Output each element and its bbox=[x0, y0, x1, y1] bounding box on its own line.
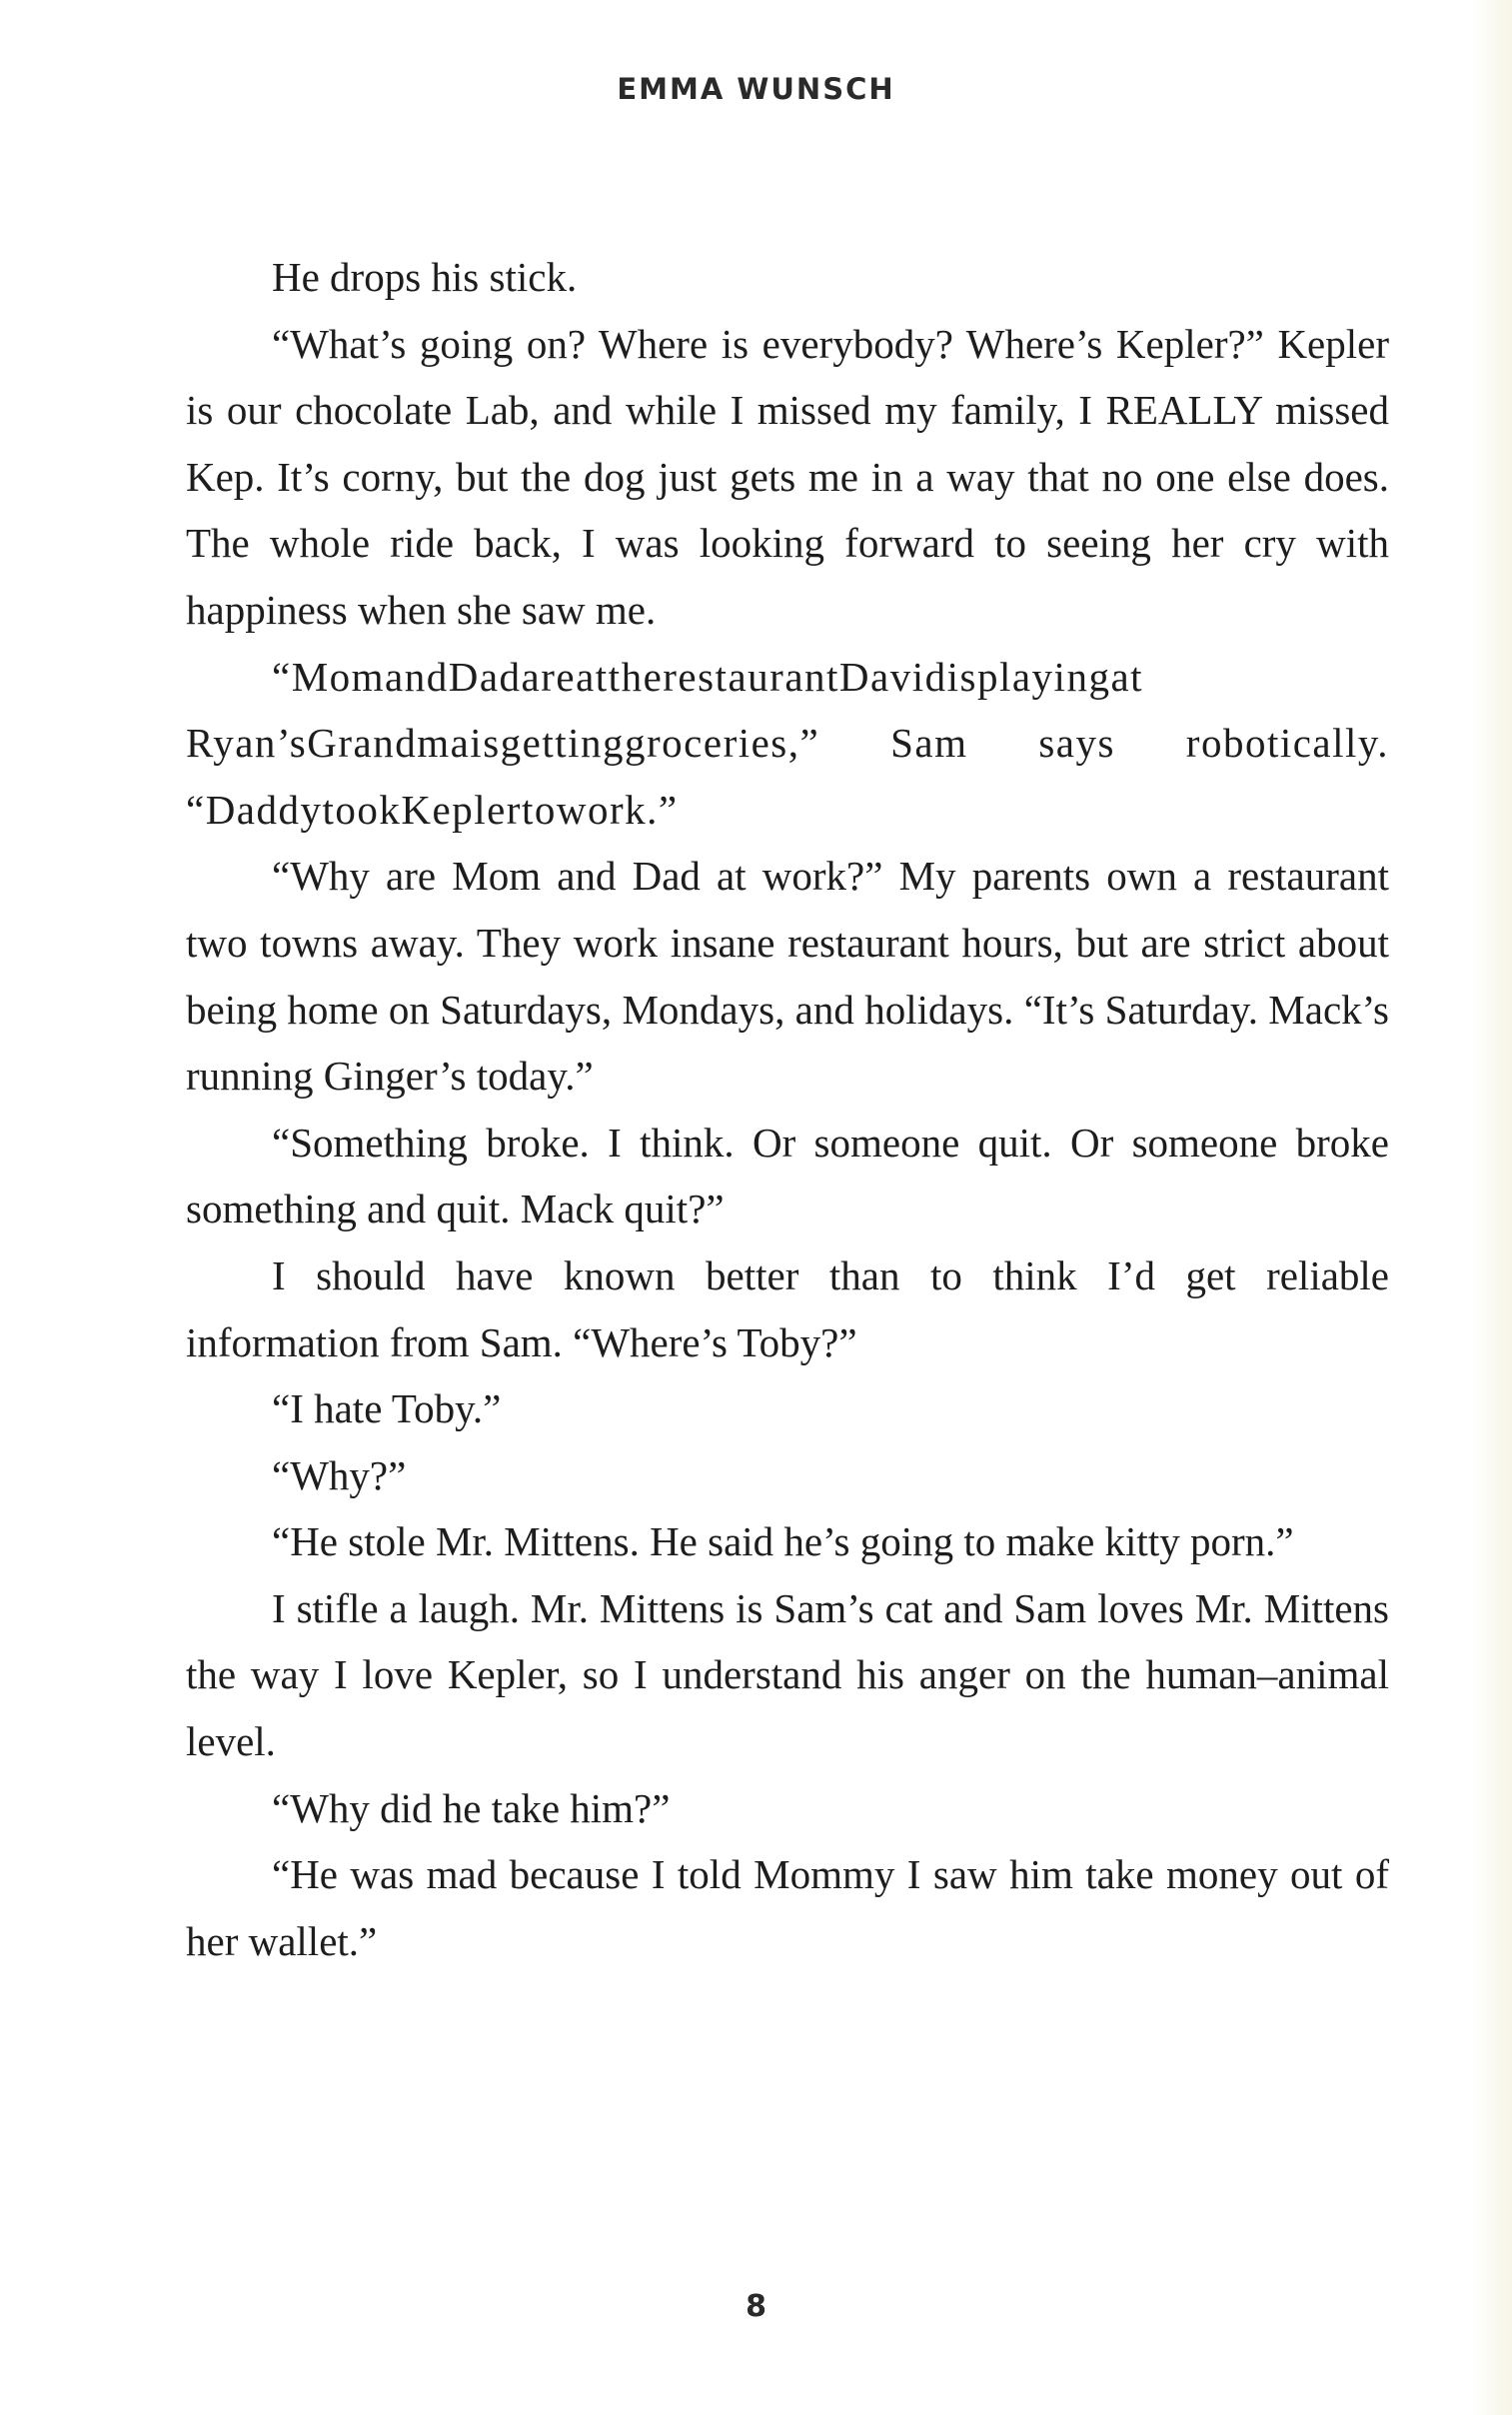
paragraph: “Why are Mom and Dad at work?” My parents own a restaurant two towns away. They work insane restaurant hours, but are strict about being home on Saturdays, Mondays, and holidays. “It’s Saturday. Mack’s running Ginger’s today.” bbox=[186, 853, 1389, 1100]
paragraph: He drops his stick. bbox=[272, 254, 578, 300]
paragraph: “He was mad because I told Mommy I saw him take money out of her wallet.” bbox=[186, 1851, 1389, 1964]
paragraph: “He stole Mr. Mittens. He said he’s going to make kitty porn.” bbox=[272, 1518, 1294, 1565]
page-number: 8 bbox=[746, 2289, 766, 2324]
page-edge-shadow bbox=[1472, 0, 1512, 2415]
paragraph: “Something broke. I think. Or someone quit. Or someone broke something and quit. Mack quit?” bbox=[186, 1119, 1389, 1232]
paragraph: I stifle a laugh. Mr. Mittens is Sam’s cat and Sam loves Mr. Mittens the way I love Kepler, so I understand his anger on the human–animal level. bbox=[186, 1584, 1389, 1765]
paragraph: “What’s going on? Where is everybody? Where’s Kepler?” Kepler is our chocolate Lab, and while I missed my family, I REALLY missed Kep. It’s corny, but the dog just gets me in a way that no one else does. The whole ride back, I was looking forward to seeing her cry with happiness when she saw me. bbox=[186, 320, 1389, 633]
paragraph: “I hate Toby.” bbox=[272, 1385, 502, 1432]
paragraph: “MomandDadareattherestaurantDavidisplayingat Ryan’sGrandmaisgettinggroceries,” Sam says robotically. “DaddytookKeplertowork.” bbox=[186, 653, 1389, 833]
paragraph: “Why?” bbox=[272, 1451, 407, 1498]
running-head-author: EMMA WUNSCH bbox=[617, 72, 895, 106]
body-text bbox=[186, 244, 1389, 1974]
paragraph: I should have known better than to think I’d get reliable information from Sam. “Where’s Toby?” bbox=[186, 1251, 1389, 1365]
paragraph: “Why did he take him?” bbox=[272, 1784, 671, 1831]
